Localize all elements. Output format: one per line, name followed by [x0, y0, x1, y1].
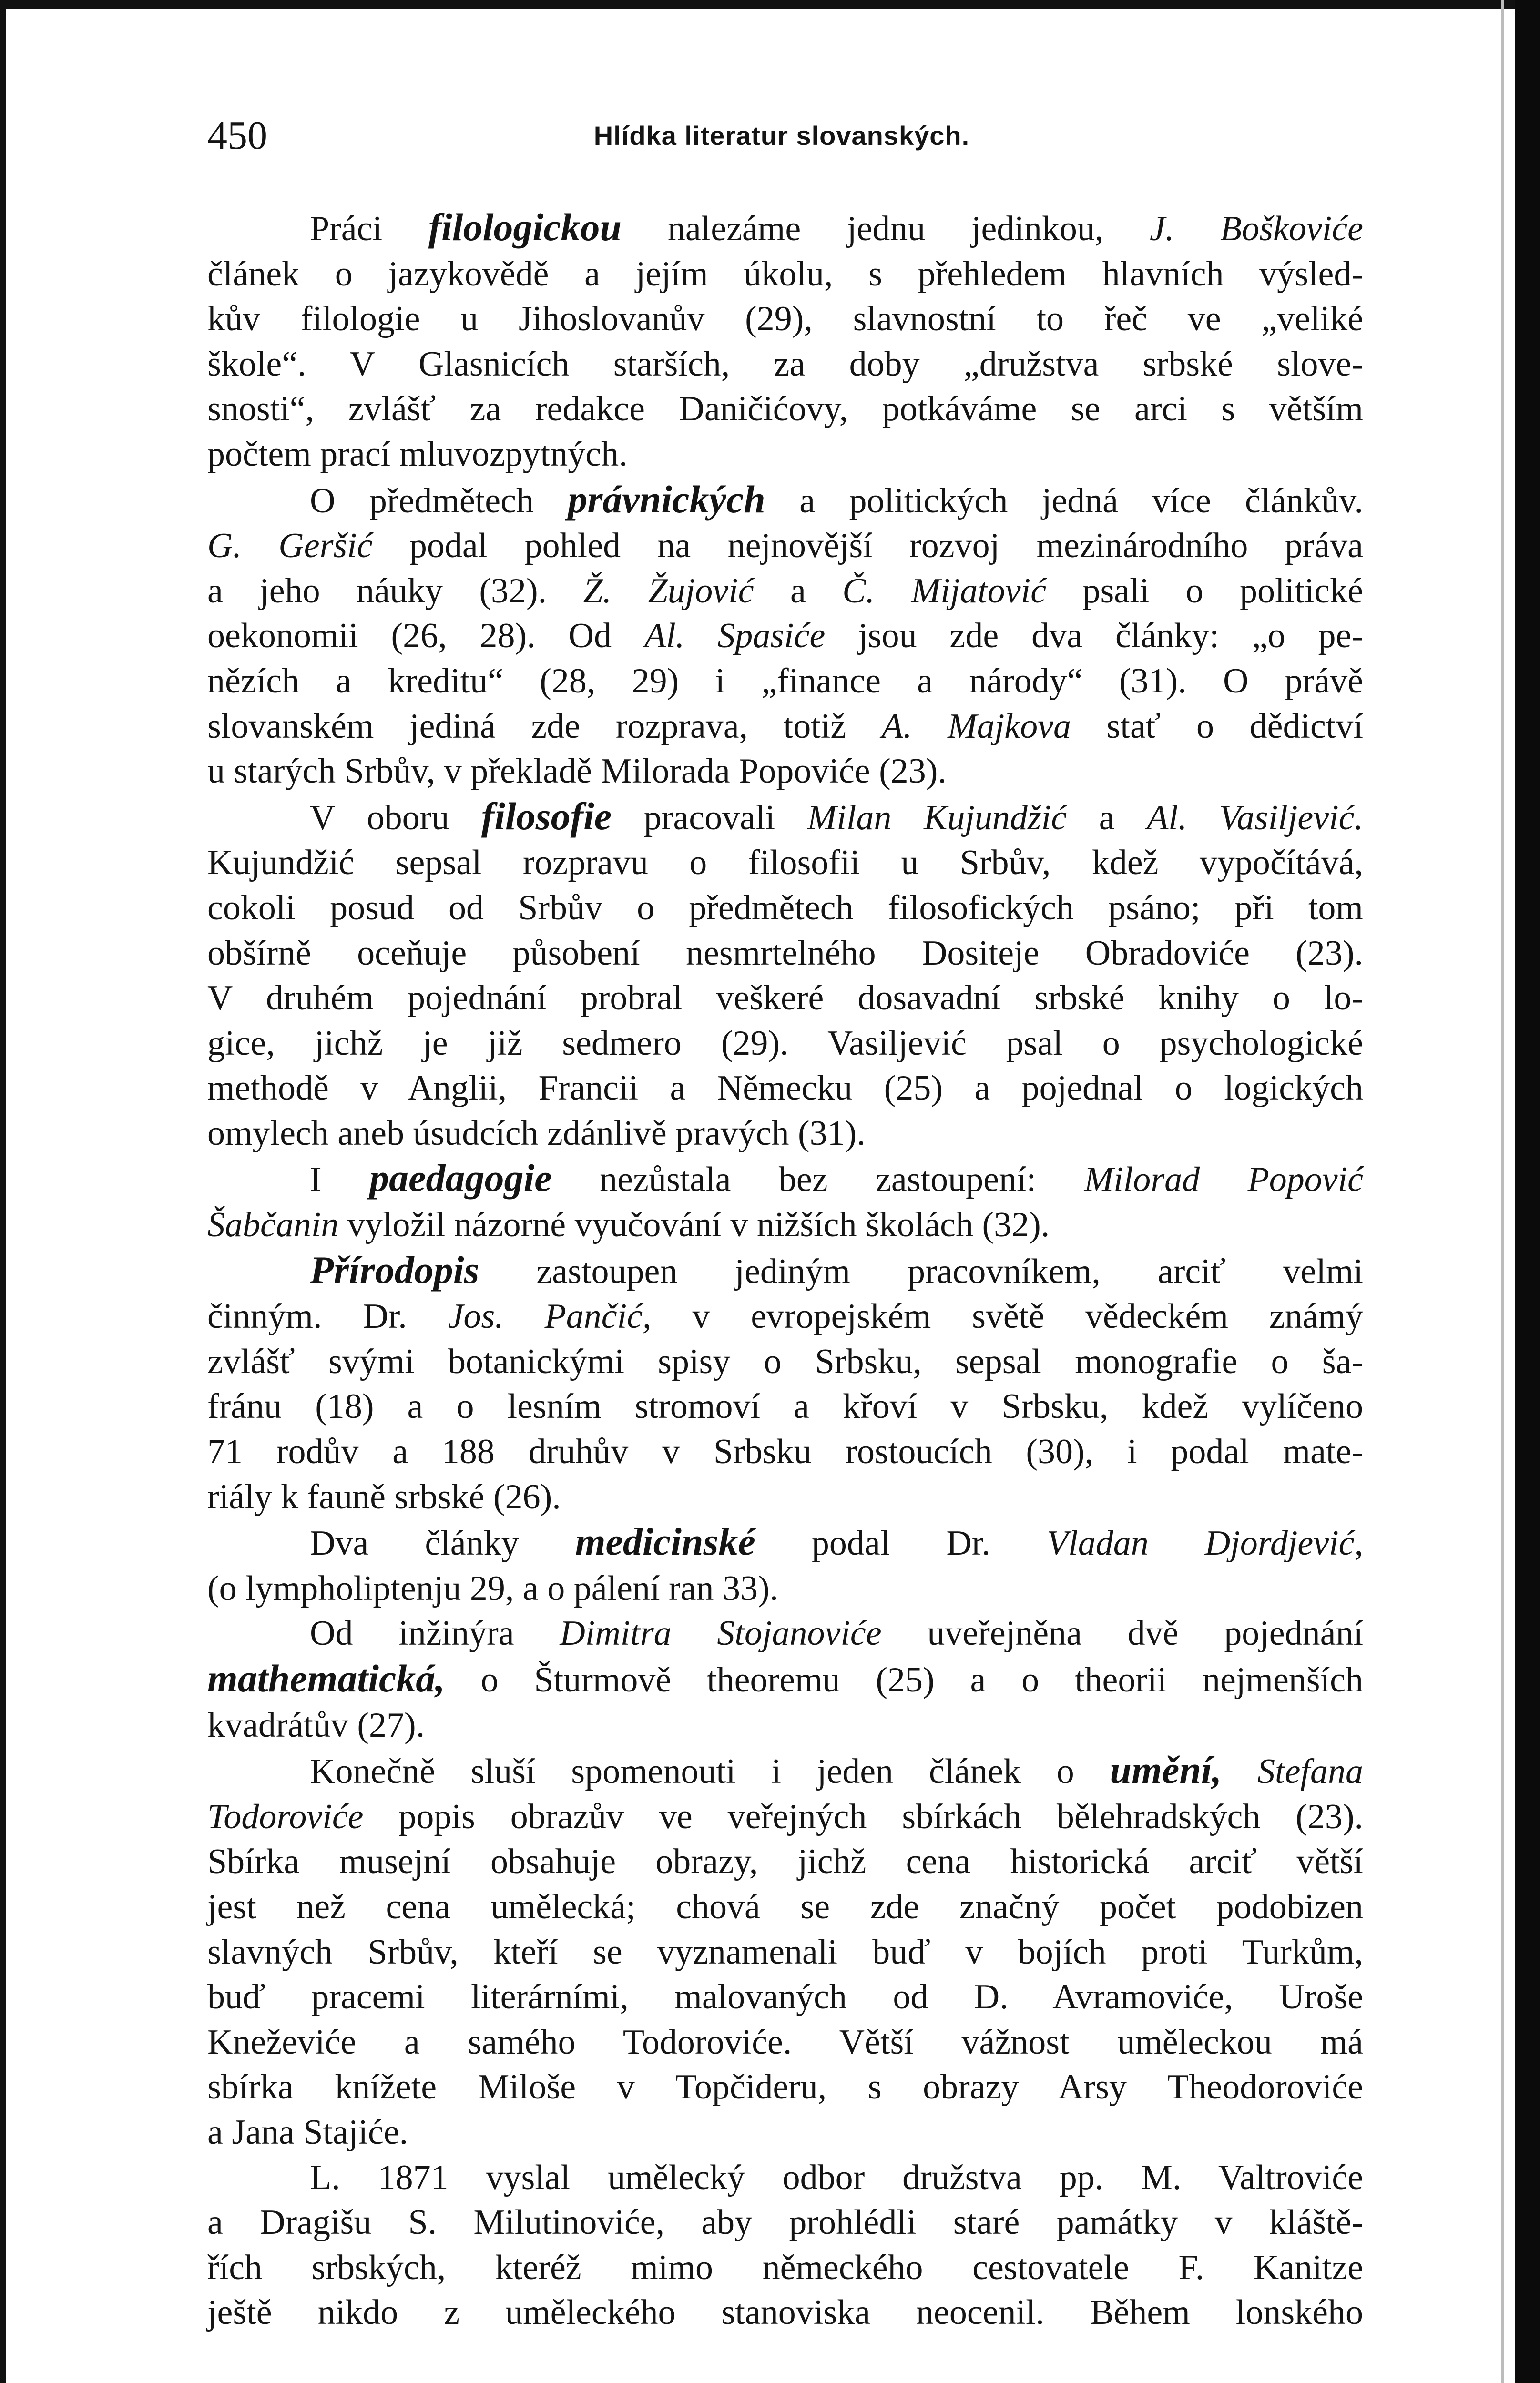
text-run: buď pracemi literárními, malovaných od D. Avramoviće, Uroše	[207, 1977, 1363, 2017]
text-run: gice, jichž je již sedmero (29). Vasiljević psal o psychologické	[207, 1023, 1363, 1063]
italic-name: Stefana	[1257, 1752, 1363, 1792]
text-run: a jeho náuky (32).	[207, 571, 583, 611]
text-run: nězích a kreditu“ (28, 29) i „finance a národy“ (31). O právě	[207, 661, 1363, 701]
text-line	[207, 659, 1363, 704]
text-run: riály k fauně srbské (26).	[207, 1477, 561, 1517]
text-line	[207, 1930, 1363, 1975]
text-line	[207, 931, 1363, 976]
text-line	[207, 1202, 1363, 1248]
text-run: počtem prací mluvozpytných.	[207, 434, 628, 474]
text-line	[207, 2245, 1363, 2291]
text-line	[207, 477, 1363, 524]
page-number: 450	[207, 113, 267, 158]
text-line	[207, 1975, 1363, 2020]
text-run: článek o jazykovědě a jejím úkolu, s přehledem hlavních výsled-	[207, 254, 1363, 294]
text-line	[207, 1566, 1363, 1611]
text-line	[207, 252, 1363, 297]
italic-name: A. Majkova	[881, 706, 1071, 746]
text-line	[207, 523, 1363, 569]
text-run: 71 rodův a 188 druhův v Srbsku rostoucích (30), i podal mate-	[207, 1432, 1363, 1472]
emphasis-term: medicinské	[575, 1520, 755, 1564]
book-page	[191, 0, 1373, 2383]
text-run: cokoli posud od Srbův o předmětech filosofických psáno; při tom	[207, 888, 1363, 927]
text-run: uveřejněna dvě pojednání	[881, 1614, 1363, 1653]
text-run: činným. Dr.	[207, 1297, 448, 1336]
emphasis-term: filologickou	[428, 205, 622, 249]
text-run: a Dragišu S. Milutinoviće, aby prohlédli staré památky v kláště-	[207, 2203, 1363, 2242]
text-run: a politických jedná více článkův.	[765, 481, 1363, 520]
text-run: podal pohled na nejnovější rozvoj mezinárodního práva	[372, 526, 1363, 566]
text-line	[207, 1339, 1363, 1385]
text-run: škole“. V Glasnicích starších, za doby „družstva srbské slove-	[207, 344, 1363, 384]
italic-name: Todoroviće	[207, 1797, 364, 1836]
text-line	[207, 1066, 1363, 1111]
emphasis-term: Přírodopis	[310, 1248, 479, 1292]
text-line	[207, 2200, 1363, 2245]
text-run: zvlášť svými botanickými spisy o Srbsku, sepsal monografie o ša-	[207, 1342, 1363, 1381]
text-run: Od inžinýra	[310, 1614, 560, 1653]
italic-name: Al. Spasiće	[644, 616, 826, 656]
text-run: sbírka knížete Miloše v Topčideru, s obrazy Arsy Theodoroviće	[207, 2067, 1363, 2107]
text-run: stať o dědictví	[1071, 706, 1364, 746]
text-line	[207, 794, 1363, 841]
italic-name: Al. Vasiljević.	[1147, 798, 1363, 837]
text-line	[207, 1021, 1363, 1066]
text-line	[207, 1611, 1363, 1656]
text-run: a Jana Stajiće.	[207, 2112, 408, 2152]
text-line	[207, 2020, 1363, 2065]
text-line	[207, 2155, 1363, 2200]
emphasis-term: mathematická,	[207, 1657, 445, 1700]
text-run: omylech aneb úsudcích zdánlivě pravých (31).	[207, 1113, 866, 1153]
text-run: Sbírka musejní obsahuje obrazy, jichž cena historická arciť větší	[207, 1842, 1363, 1882]
text-line	[207, 613, 1363, 659]
text-run: slavných Srbův, kteří se vyznamenali buď v bojích proti Turkům,	[207, 1932, 1363, 1972]
text-line	[207, 840, 1363, 886]
text-line	[207, 976, 1363, 1021]
text-run: Práci	[310, 209, 428, 248]
text-line	[207, 886, 1363, 931]
text-run: obšírně oceňuje působení nesmrtelného Dositeje Obradoviće (23).	[207, 933, 1363, 973]
text-run: V oboru	[310, 798, 481, 837]
text-run: nezůstala bez zastoupení:	[551, 1160, 1084, 1200]
text-run: Konečně sluší spomenouti i jeden článek o	[310, 1752, 1110, 1792]
italic-name: Jos. Pančić,	[448, 1297, 652, 1336]
text-line	[207, 1111, 1363, 1156]
text-line	[207, 1703, 1363, 1748]
text-run: L. 1871 vyslal umělecký odbor družstva pp. M. Valtroviće	[310, 2158, 1363, 2197]
scan-left-edge	[0, 0, 6, 2383]
text-line	[207, 205, 1363, 252]
text-run: podal Dr.	[755, 1524, 1047, 1563]
text-run: a	[754, 571, 843, 611]
text-run: u starých Srbův, v překladě Milorada Popoviće (23).	[207, 752, 947, 791]
italic-name: G. Geršić	[207, 526, 373, 566]
text-line	[207, 2290, 1363, 2335]
text-run: methodě v Anglii, Francii a Německu (25) a pojednal o logických	[207, 1069, 1363, 1108]
text-line	[207, 1384, 1363, 1429]
text-run: oekonomii (26, 28). Od	[207, 616, 645, 656]
text-line	[207, 749, 1363, 794]
text-line	[207, 1429, 1363, 1475]
text-line	[207, 1475, 1363, 1520]
text-run: V druhém pojednání probral veškeré dosavadní srbské knihy o lo-	[207, 978, 1363, 1018]
text-line	[207, 569, 1363, 614]
emphasis-term: filosofie	[481, 794, 612, 838]
text-run: snosti“, zvlášť za redakce Daničićovy, potkáváme se arci s větším	[207, 389, 1363, 429]
text-run: pracovali	[612, 798, 807, 837]
italic-name: Šabčanin	[207, 1205, 339, 1245]
text-run: fránu (18) a o lesním stromoví a křoví v Srbsku, kdež vylíčeno	[207, 1387, 1363, 1426]
text-line	[207, 1156, 1363, 1202]
text-run: Dva články	[310, 1524, 575, 1563]
running-title: Hlídka literatur slovanských.	[593, 121, 970, 151]
text-run: kův filologie u Jihoslovanův (29), slavnostní to řeč ve „veliké	[207, 299, 1363, 339]
text-run: ještě nikdo z uměleckého stanoviska neocenil. Během lonského	[207, 2293, 1363, 2332]
text-run: o Šturmově theoremu (25) a o theorii nejmenších	[445, 1660, 1363, 1700]
text-run: slovanském jediná zde rozprava, totiž	[207, 706, 882, 746]
text-line	[207, 2065, 1363, 2110]
text-run: jsou zde dva články: „o pe-	[825, 616, 1363, 656]
text-run: popis obrazův ve veřejných sbírkách bělehradských (23).	[363, 1797, 1363, 1836]
text-run: I	[310, 1160, 370, 1200]
text-line	[207, 704, 1363, 749]
text-run: nalezáme jednu jedinkou,	[622, 209, 1150, 248]
italic-name: Milorad Popović	[1084, 1160, 1364, 1200]
text-line	[207, 432, 1363, 477]
text-run: (o lympholiptenju 29, a o pálení ran 33).	[207, 1568, 779, 1608]
text-run: jest než cena umělecká; chová se zde značný počet podobizen	[207, 1887, 1363, 1926]
italic-name: Milan Kujundžić	[807, 798, 1067, 837]
italic-name: Dimitra Stojanoviće	[560, 1614, 882, 1653]
italic-name: Vladan Djordjević,	[1046, 1524, 1364, 1563]
text-run	[1222, 1752, 1257, 1791]
text-line	[207, 1519, 1363, 1566]
emphasis-term: paedagogie	[369, 1156, 552, 1200]
page-header	[191, 110, 1373, 162]
text-line	[207, 2110, 1363, 2155]
body-text	[207, 205, 1363, 2335]
italic-name: J. Boškoviće	[1150, 209, 1363, 248]
italic-name: Ž. Žujović	[583, 571, 754, 611]
scan-right-edge	[1515, 0, 1540, 2383]
emphasis-term: právnických	[568, 477, 765, 521]
emphasis-term: umění,	[1110, 1748, 1222, 1792]
text-line	[207, 296, 1363, 342]
text-run: O předmětech	[310, 481, 568, 520]
text-run: kvadrátův (27).	[207, 1705, 425, 1745]
italic-name: Č. Mijatović	[842, 571, 1047, 611]
text-run: vyložil názorné vyučování v nižších školách (32).	[338, 1205, 1050, 1245]
text-run: Kujundžić sepsal rozpravu o filosofii u Srbův, kdež vypočítává,	[207, 843, 1363, 883]
text-run: a	[1067, 798, 1147, 837]
text-run: psali o politické	[1046, 571, 1363, 611]
text-line	[207, 1839, 1363, 1884]
scan-right-margin-line	[1501, 0, 1504, 2383]
text-run: zastoupen jediným pracovníkem, arciť velmi	[479, 1252, 1363, 1291]
text-line	[207, 1294, 1363, 1339]
text-line	[207, 1794, 1363, 1840]
text-run: řích srbských, kteréž mimo německého cestovatele F. Kanitze	[207, 2248, 1363, 2287]
text-run: Kneževiće a samého Todoroviće. Větší vážnost uměleckou má	[207, 2022, 1363, 2062]
text-line	[207, 1656, 1363, 1703]
text-line	[207, 342, 1363, 387]
text-line	[207, 1884, 1363, 1930]
text-run: v evropejském světě vědeckém známý	[651, 1297, 1364, 1336]
text-line	[207, 387, 1363, 432]
text-line	[207, 1248, 1363, 1294]
text-line	[207, 1748, 1363, 1794]
